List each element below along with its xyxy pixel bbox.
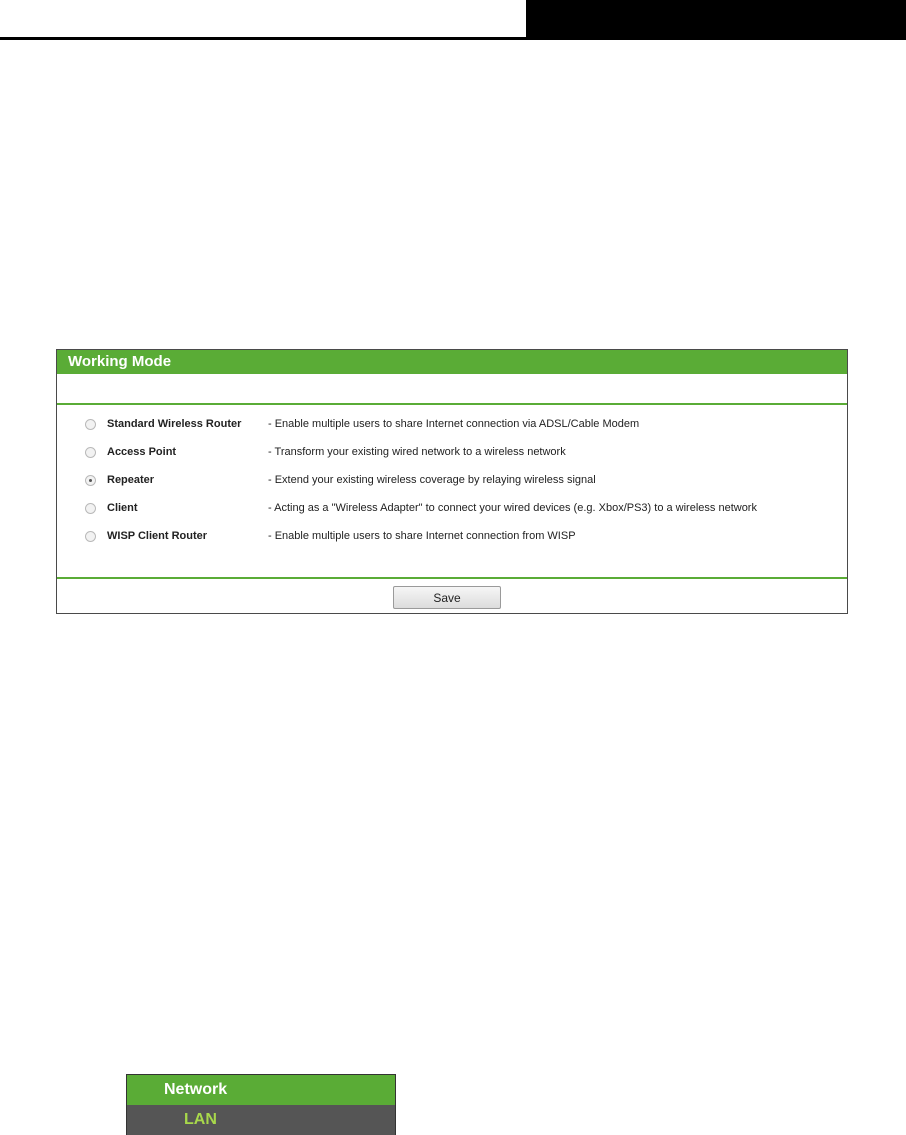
divider <box>57 403 847 405</box>
save-button[interactable]: Save <box>393 586 501 609</box>
header-black-block <box>526 0 906 40</box>
mode-description: - Enable multiple users to share Internet connection via ADSL/Cable Modem <box>268 418 640 430</box>
radio-client[interactable] <box>85 503 96 514</box>
mode-name: Client <box>107 502 138 514</box>
radio-wisp-client-router[interactable] <box>85 531 96 542</box>
working-mode-panel <box>56 349 848 614</box>
menu-item-network[interactable]: Network <box>127 1075 395 1105</box>
mode-row-standard-wireless-router <box>57 414 847 436</box>
mode-name: Repeater <box>107 474 155 486</box>
radio-standard-wireless-router[interactable] <box>85 419 96 430</box>
radio-access-point[interactable] <box>85 447 96 458</box>
divider <box>57 577 847 579</box>
radio-repeater[interactable] <box>85 475 96 486</box>
mode-description: - Enable multiple users to share Internet connection from WISP <box>268 530 576 542</box>
mode-row-wisp-client-router <box>57 526 847 548</box>
mode-row-access-point <box>57 442 847 464</box>
mode-name: Access Point <box>107 446 177 458</box>
mode-name: Standard Wireless Router <box>107 418 242 430</box>
mode-description: - Transform your existing wired network to a wireless network <box>268 446 566 458</box>
network-menu <box>126 1074 396 1135</box>
mode-description: - Extend your existing wireless coverage by relaying wireless signal <box>268 474 596 486</box>
mode-name: WISP Client Router <box>107 530 208 542</box>
mode-description: - Acting as a "Wireless Adapter" to connect your wired devices (e.g. Xbox/PS3) to a wireless network <box>268 502 757 514</box>
panel-title: Working Mode <box>57 350 847 374</box>
menu-item-lan[interactable]: LAN <box>127 1105 395 1135</box>
mode-row-client <box>57 498 847 520</box>
mode-row-repeater <box>57 470 847 492</box>
